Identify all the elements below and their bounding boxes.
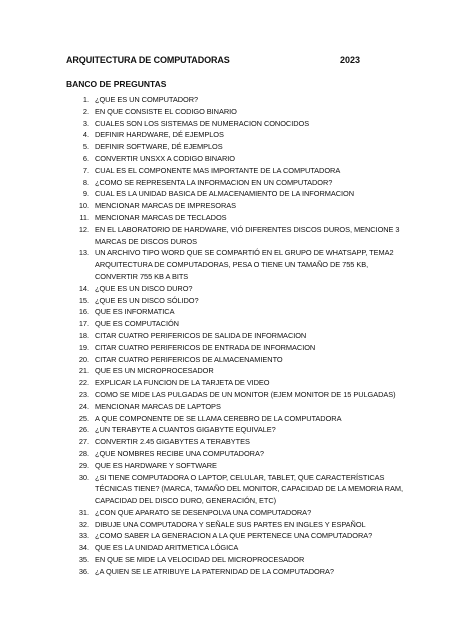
question-text: CUAL ES LA UNIDAD BASICA DE ALMACENAMIENTO DE LA INFORMACION <box>95 189 355 199</box>
question-number: 26. <box>78 425 89 435</box>
question-number: 17. <box>78 319 89 329</box>
question-number: 20. <box>78 354 89 364</box>
question-number: 34. <box>78 543 89 553</box>
question-item <box>66 200 406 212</box>
question-text: QUE ES COMPUTACIÓN <box>95 319 179 329</box>
question-number: 12. <box>78 224 89 234</box>
question-item <box>66 448 406 460</box>
question-number: 23. <box>78 389 89 399</box>
question-item <box>66 212 406 224</box>
question-number: 13. <box>78 248 89 258</box>
question-item <box>66 224 406 248</box>
question-number: 15. <box>78 295 89 305</box>
question-text: ¿COMO SE REPRESENTA LA INFORMACION EN UN COMPUTADOR? <box>95 177 333 187</box>
question-item <box>66 389 406 401</box>
question-text: QUE ES UN MICROPROCESADOR <box>95 366 214 376</box>
question-item <box>66 424 406 436</box>
question-item <box>66 188 406 200</box>
question-item <box>66 401 406 413</box>
question-number: 31. <box>78 507 89 517</box>
question-text: CITAR CUATRO PERIFERICOS DE ALMACENAMIENTO <box>95 354 283 364</box>
question-number: 30. <box>78 472 89 482</box>
question-number: 21. <box>78 366 89 376</box>
document-year: 2023 <box>340 55 361 65</box>
question-text: ¿QUE ES UN COMPUTADOR? <box>95 95 199 104</box>
question-item <box>66 141 406 153</box>
question-item <box>66 94 406 106</box>
question-item <box>66 306 406 318</box>
question-item <box>66 165 406 177</box>
question-number: 19. <box>78 342 89 352</box>
question-item <box>66 413 406 425</box>
question-item <box>66 436 406 448</box>
question-text: ¿COMO SABER LA GENERACION A LA QUE PERTENECE UNA COMPUTADORA? <box>95 531 373 541</box>
question-item <box>66 566 406 578</box>
question-text: ¿QUE NOMBRES RECIBE UNA COMPUTADORA? <box>95 448 264 458</box>
question-text: QUE ES HARDWARE Y SOFTWARE <box>95 460 217 470</box>
question-item <box>66 153 406 165</box>
question-number: 8. <box>82 177 89 187</box>
question-item <box>66 129 406 141</box>
question-number: 27. <box>78 437 89 447</box>
question-number: 4. <box>82 130 89 140</box>
question-item <box>66 542 406 554</box>
document-subtitle: BANCO DE PREGUNTAS <box>66 79 167 89</box>
question-item <box>66 354 406 366</box>
question-text: CITAR CUATRO PERIFERICOS DE ENTRADA DE INFORMACION <box>95 342 316 352</box>
question-item <box>66 377 406 389</box>
question-item <box>66 247 406 282</box>
question-text: ¿CON QUE APARATO SE DESENPOLVA UNA COMPUTADORA? <box>95 507 312 517</box>
question-item <box>66 507 406 519</box>
question-text: EN EL LABORATORIO DE HARDWARE, VIÓ DIFERENTES DISCOS DUROS, MENCIONE 3 MARCAS DE DISCOS DUROS <box>95 224 400 246</box>
question-number: 10. <box>78 201 89 211</box>
question-list <box>66 94 406 578</box>
question-number: 14. <box>78 283 89 293</box>
question-number: 35. <box>78 555 89 565</box>
question-text: A QUE COMPONENTE DE SE LLAMA CEREBRO DE LA COMPUTADORA <box>95 413 342 423</box>
question-number: 5. <box>82 142 89 152</box>
question-text: DEFINIR HARDWARE, DÉ EJEMPLOS <box>95 130 224 140</box>
question-text: EXPLICAR LA FUNCION DE LA TARJETA DE VIDEO <box>95 378 270 388</box>
question-number: 32. <box>78 519 89 529</box>
question-item <box>66 118 406 130</box>
question-number: 16. <box>78 307 89 317</box>
question-number: 1. <box>82 95 89 104</box>
question-text: QUE ES INFORMATICA <box>95 307 175 317</box>
question-text: MENCIONAR MARCAS DE LAPTOPS <box>95 401 221 411</box>
question-item <box>66 554 406 566</box>
question-text: ¿UN TERABYTE A CUANTOS GIGABYTE EQUIVALE? <box>95 425 276 435</box>
question-text: ¿QUE ES UN DISCO DURO? <box>95 283 193 293</box>
question-item <box>66 530 406 542</box>
question-item <box>66 472 406 507</box>
question-item <box>66 365 406 377</box>
question-number: 11. <box>79 212 89 222</box>
question-item <box>66 342 406 354</box>
question-item <box>66 283 406 295</box>
question-text: CUALES SON LOS SISTEMAS DE NUMERACION CONOCIDOS <box>95 118 310 128</box>
question-text: CUAL ES EL COMPONENTE MAS IMPORTANTE DE LA COMPUTADORA <box>95 165 341 175</box>
question-item <box>66 295 406 307</box>
question-text: ¿A QUIEN SE LE ATRIBUYE LA PATERNIDAD DE LA COMPUTADORA? <box>95 566 334 576</box>
document-title: ARQUITECTURA DE COMPUTADORAS <box>66 55 230 65</box>
question-number: 25. <box>78 413 89 423</box>
question-text: MENCIONAR MARCAS DE TECLADOS <box>95 212 227 222</box>
question-number: 18. <box>78 330 89 340</box>
question-number: 28. <box>78 448 89 458</box>
question-item <box>66 460 406 472</box>
question-item <box>66 106 406 118</box>
question-text: EN QUE CONSISTE EL CODIGO BINARIO <box>95 106 237 116</box>
question-text: ¿QUE ES UN DISCO SÓLIDO? <box>95 295 199 305</box>
question-text: DEFINIR SOFTWARE, DÉ EJEMPLOS <box>95 142 223 152</box>
question-item <box>66 330 406 342</box>
question-number: 22. <box>78 378 89 388</box>
question-text: CONVERTIR UNSXX A CODIGO BINARIO <box>95 153 235 163</box>
question-number: 6. <box>82 153 89 163</box>
question-number: 33. <box>78 531 89 541</box>
question-item <box>66 519 406 531</box>
question-number: 36. <box>78 566 89 576</box>
question-text: QUE ES LA UNIDAD ARITMETICA LÓGICA <box>95 543 239 553</box>
question-text: DIBUJE UNA COMPUTADORA Y SEÑALE SUS PARTES EN INGLES Y ESPAÑOL <box>95 519 366 529</box>
question-text: ¿SI TIENE COMPUTADORA O LAPTOP, CELULAR, TABLET, QUE CARACTERÍSTICAS TÉCNICAS TIENE? (MARCA, TAMAÑO DEL MONITOR, CAPACIDAD DE LA MEMORIA RAM, CAPACIDAD DEL DISCO DURO, GENERACIÓN, ETC) <box>95 472 403 506</box>
question-text: CITAR CUATRO PERIFERICOS DE SALIDA DE INFORMACION <box>95 330 307 340</box>
question-text: EN QUE SE MIDE LA VELOCIDAD DEL MICROPROCESADOR <box>95 555 305 565</box>
question-number: 29. <box>78 460 89 470</box>
question-number: 9. <box>82 189 89 199</box>
question-number: 7. <box>82 165 89 175</box>
question-text: CONVERTIR 2.45 GIGABYTES A TERABYTES <box>95 437 250 447</box>
question-number: 2. <box>82 106 89 116</box>
question-item <box>66 177 406 189</box>
question-text: MENCIONAR MARCAS DE IMPRESORAS <box>95 201 236 211</box>
question-number: 3. <box>82 118 89 128</box>
question-text: COMO SE MIDE LAS PULGADAS DE UN MONITOR (EJEM MONITOR DE 15 PULGADAS) <box>95 389 396 399</box>
question-number: 24. <box>78 401 89 411</box>
question-text: UN ARCHIVO TIPO WORD QUE SE COMPARTIÓ EN EL GRUPO DE WHATSAPP, TEMA2 ARQUITECTURA DE COMPUTADORAS, PESA O TIENE UN TAMAÑO DE 755 KB, CONVERTIR 755 KB A BITS <box>95 248 394 281</box>
question-item <box>66 318 406 330</box>
